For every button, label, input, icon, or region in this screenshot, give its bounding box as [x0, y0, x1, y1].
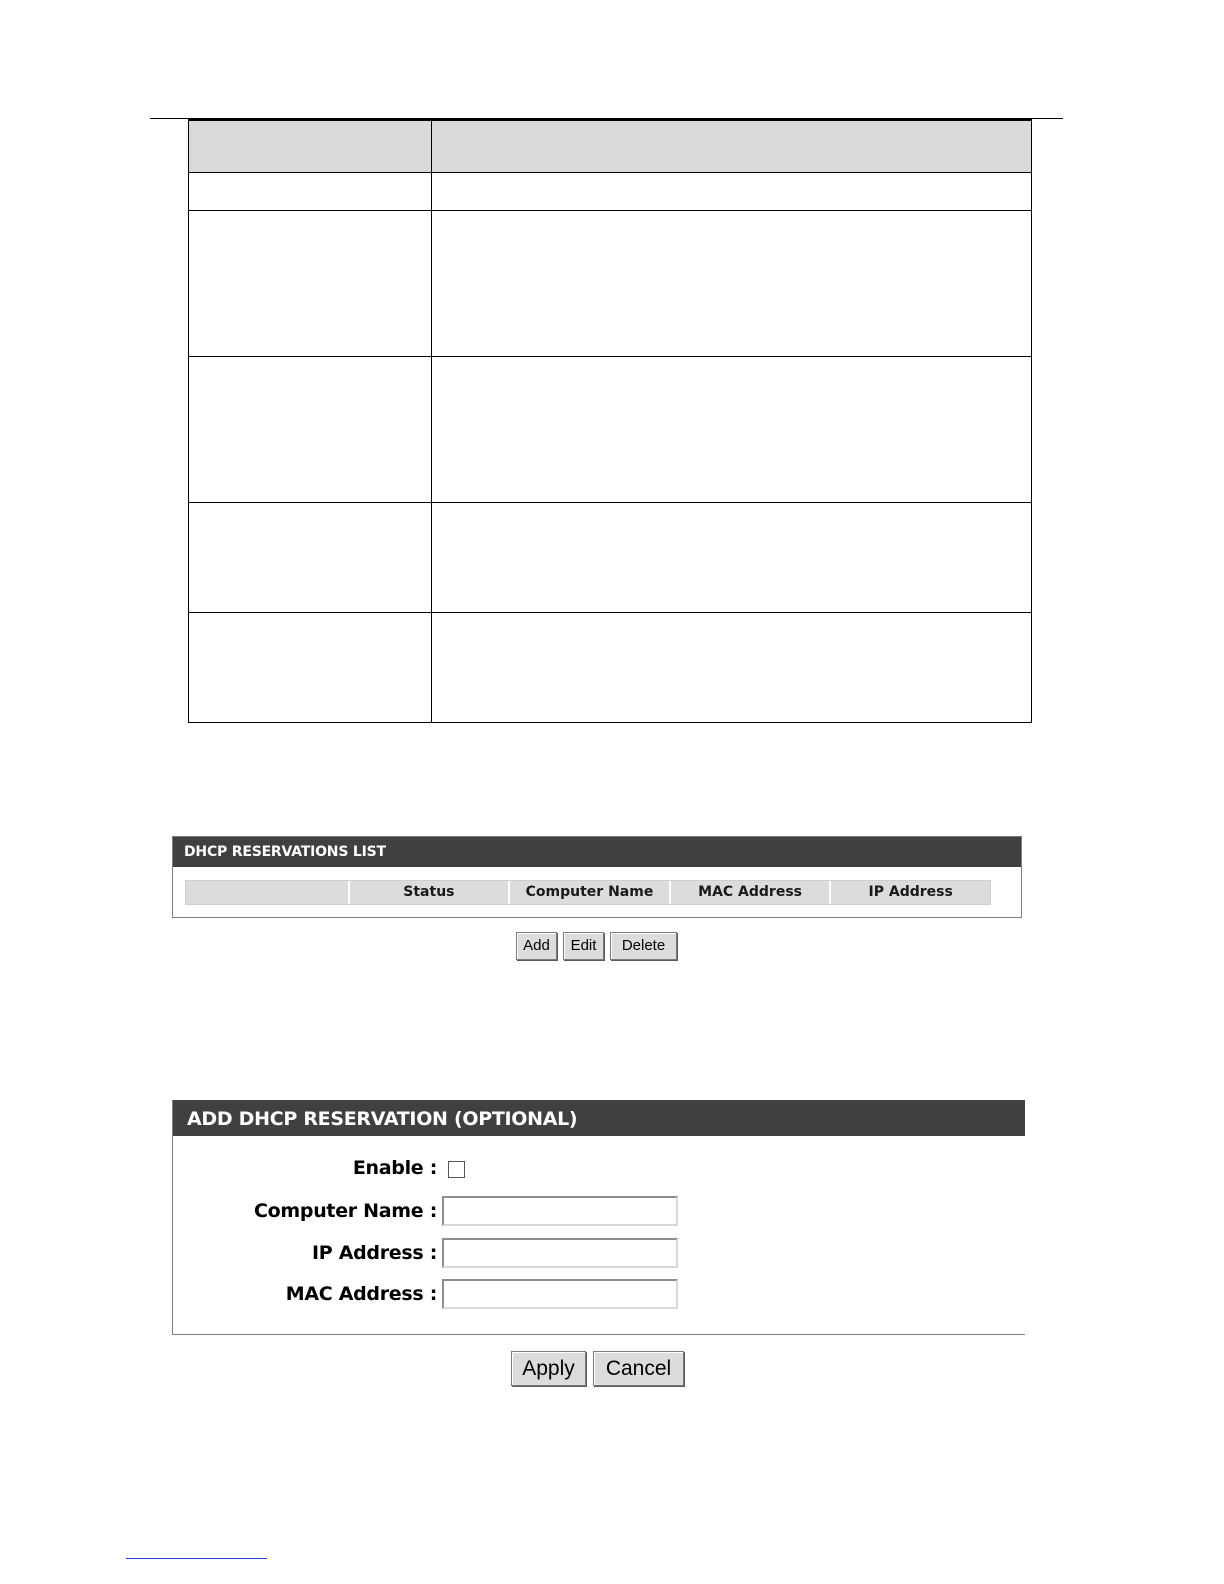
reservations-list-title: DHCP RESERVATIONS LIST: [173, 837, 1021, 867]
column-status: Status: [350, 881, 511, 904]
column-ip-address: IP Address: [868, 884, 953, 900]
table-cell: [432, 613, 1032, 723]
table-row: [189, 357, 1032, 503]
table-cell: [189, 503, 432, 613]
mac-address-input[interactable]: [442, 1279, 678, 1309]
reservations-list-column-header: [185, 880, 991, 905]
table-cell: [189, 613, 432, 723]
ip-address-label: IP Address :: [311, 1242, 437, 1264]
table-cell: [432, 357, 1032, 503]
footer-link-underline[interactable]: [126, 1558, 267, 1559]
table-row: [189, 173, 1032, 211]
column-computer-name: Computer Name: [510, 881, 671, 904]
table-row: [189, 211, 1032, 357]
computer-name-row: [173, 1195, 1026, 1227]
table-row: [189, 503, 1032, 613]
ip-address-row: [173, 1237, 1026, 1269]
dhcp-reservations-list-panel: [172, 836, 1022, 918]
ip-address-input[interactable]: [442, 1238, 678, 1268]
table-cell: [189, 173, 432, 211]
add-button[interactable]: Add: [516, 932, 557, 960]
table-cell: [432, 173, 1032, 211]
table-cell: [432, 211, 1032, 357]
delete-button[interactable]: Delete: [610, 932, 677, 960]
table-cell: [189, 357, 432, 503]
description-table-header-row: [189, 120, 1032, 173]
mac-address-row: [173, 1278, 1026, 1310]
enable-checkbox[interactable]: [448, 1161, 465, 1178]
apply-button[interactable]: Apply: [511, 1351, 586, 1386]
table-header-cell: [432, 120, 1032, 173]
edit-button[interactable]: Edit: [563, 932, 604, 960]
enable-row: [173, 1152, 1026, 1184]
table-row: [189, 613, 1032, 723]
column-mac-address: MAC Address: [671, 881, 832, 904]
computer-name-label: Computer Name :: [254, 1200, 437, 1222]
mac-address-label: MAC Address :: [285, 1283, 437, 1305]
description-table: [188, 119, 1032, 723]
table-header-cell: [189, 120, 432, 173]
table-cell: [432, 503, 1032, 613]
enable-label: Enable :: [352, 1157, 437, 1179]
cancel-button[interactable]: Cancel: [593, 1351, 684, 1386]
computer-name-input[interactable]: [442, 1196, 678, 1226]
add-dhcp-reservation-panel: [172, 1100, 1025, 1335]
table-cell: [189, 211, 432, 357]
select-column-header: [186, 881, 350, 904]
add-reservation-title: ADD DHCP RESERVATION (OPTIONAL): [173, 1100, 1025, 1136]
